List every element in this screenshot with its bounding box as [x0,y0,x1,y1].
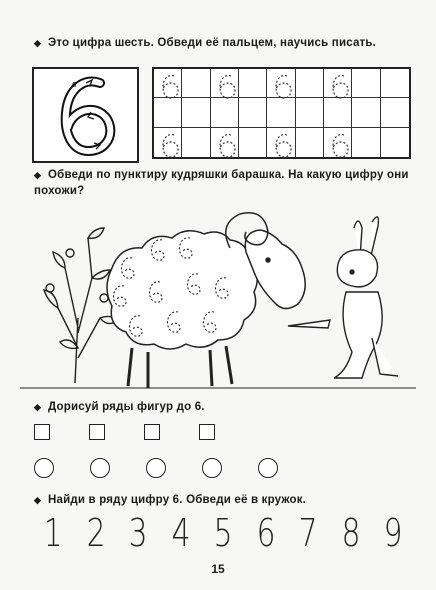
digit-2[interactable]: 2 [86,511,105,555]
square-shape [89,424,105,440]
grid-cell[interactable] [211,69,239,98]
grid-cell[interactable] [182,69,210,98]
practice-grid[interactable] [152,67,411,159]
grid-cell[interactable] [267,98,295,127]
dashed-six-trace[interactable] [160,73,180,99]
circle-shape [34,458,54,478]
grid-cell[interactable] [182,98,210,127]
diamond-bullet-icon: ◆ [34,402,42,412]
circle-shape [146,458,166,478]
dashed-six-trace[interactable] [160,132,180,158]
digit-3[interactable]: 3 [128,511,148,555]
diamond-bullet-icon: ◆ [34,38,42,48]
dashed-six-trace[interactable] [273,73,293,99]
task-4-instruction [34,494,306,506]
sheep-illustration [107,213,305,388]
squares-row[interactable] [34,424,254,440]
digit-7[interactable]: 7 [298,511,318,555]
page-number: 15 [211,562,225,576]
square-shape [34,424,50,440]
grid-cell[interactable] [211,128,239,157]
task-3-instruction [34,401,205,413]
grid-cell[interactable] [239,69,267,98]
big-six-drawing [34,69,137,161]
task-1-instruction [34,37,376,49]
sheep-scene-illustration [20,208,416,396]
grid-cell[interactable] [296,98,324,127]
circle-shape [90,458,110,478]
diamond-bullet-icon: ◆ [34,495,42,505]
big-six-label: 6 [72,81,77,89]
grid-cell[interactable] [324,128,352,157]
digits-row[interactable] [38,513,408,553]
grid-cell[interactable] [267,69,295,98]
diamond-bullet-icon: ◆ [34,170,42,180]
digit-1[interactable]: 1 [43,511,63,555]
task-1-text: Это цифра шесть. Обведи её пальцем, научись писать. [48,37,377,49]
task-4-text: Найди в ряду цифру 6. Обведи её в кружок. [48,494,307,506]
circle-shape [258,458,278,478]
grid-cell[interactable] [381,98,409,127]
grid-cell[interactable] [182,128,210,157]
square-shape [144,424,160,440]
grid-cell[interactable] [381,69,409,98]
square-shape [199,424,215,440]
circles-row[interactable] [34,458,314,478]
task-2-text: Обведи по пунктиру кудряшки барашка. На какую цифру они похожи? [34,169,409,197]
grid-cell[interactable] [352,69,380,98]
task-2-instruction [34,167,414,199]
grid-cell[interactable] [154,128,182,157]
big-six-example [32,67,139,163]
dashed-six-trace[interactable] [217,73,237,99]
rabbit-illustration [288,217,398,378]
grid-cell[interactable] [239,128,267,157]
digit-4[interactable]: 4 [171,511,190,555]
grid-cell[interactable] [324,69,352,98]
grid-cell[interactable] [352,128,380,157]
grid-cell[interactable] [296,128,324,157]
digit-5[interactable]: 5 [213,511,233,555]
grid-cell[interactable] [267,128,295,157]
grid-cell[interactable] [154,98,182,127]
digit-6[interactable]: 6 [256,511,275,555]
dashed-six-trace[interactable] [330,132,350,158]
grid-cell[interactable] [296,69,324,98]
dashed-six-trace[interactable] [217,132,237,158]
bush-illustration [44,228,118,383]
dashed-six-trace[interactable] [330,73,350,99]
digit-8[interactable]: 8 [341,511,360,555]
grid-cell[interactable] [381,128,409,157]
grid-cell[interactable] [239,98,267,127]
dashed-six-trace[interactable] [273,132,293,158]
grid-cell[interactable] [211,98,239,127]
digit-9[interactable]: 9 [383,511,403,555]
grid-cell[interactable] [352,98,380,127]
circle-shape [202,458,222,478]
grid-cell[interactable] [324,98,352,127]
grid-cell[interactable] [154,69,182,98]
task-3-text: Дорисуй ряды фигур до 6. [48,401,205,413]
